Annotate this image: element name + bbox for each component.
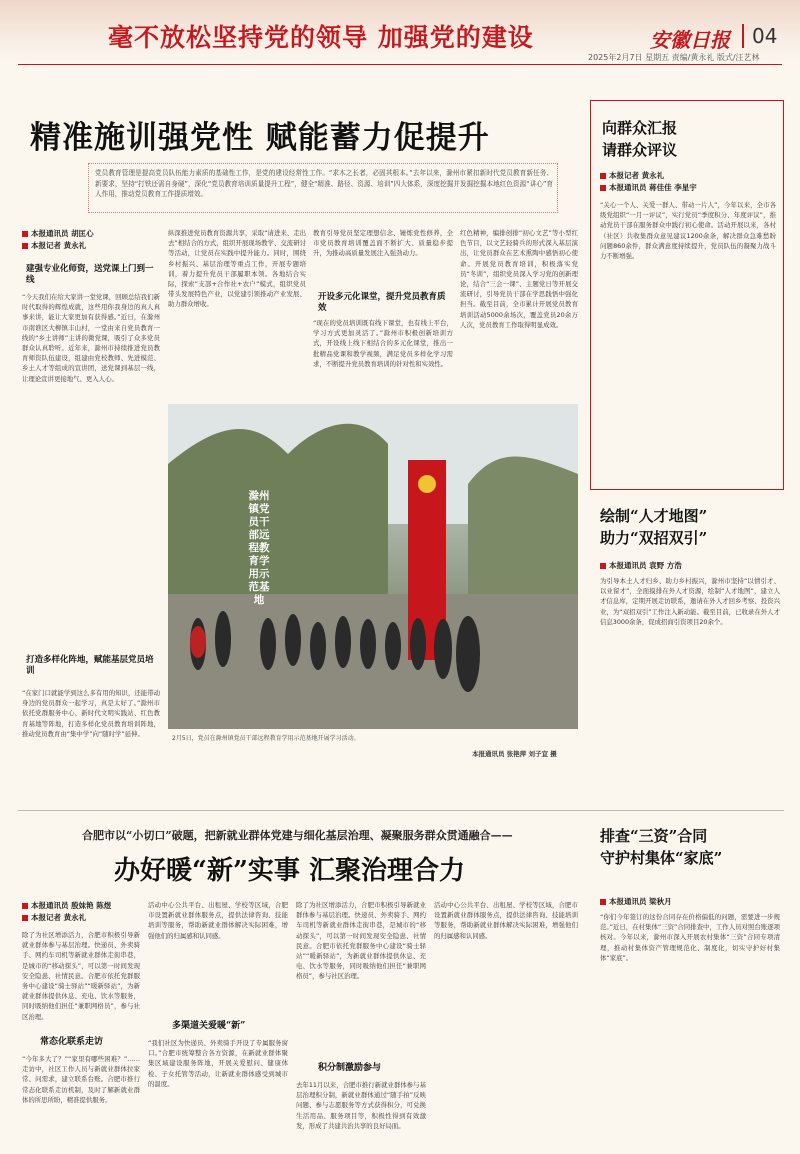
square-bullet-icon: [22, 915, 28, 921]
bottom-kicker: 合肥市以“小切口”破题，把新就业群体党建与细化基层治理、凝聚服务群众贯通融合——: [82, 829, 513, 842]
side2-headline-2: 助力“双招双引”: [600, 529, 708, 547]
bottom-byline-2: 本报记者 黄永礼: [22, 912, 86, 923]
subhead-2: 打造多样化阵地，赋能基层党员培训: [26, 655, 154, 676]
side1-text: “关心一个人、关爱一群人、带动一片人”，今年以来，全市各级党组织“一月一评议”，实行党员“季度积分、年度评议”，推动党员干部在服务群众中践行初心使命。活动开展以来，各村（社区）共收集群众意见建议1200余条，解决群众急难愁盼问题860余件，群众满意度持续提升，党员队伍的凝聚力战斗力不断增强。: [600, 201, 776, 261]
col4-text: 红色精神，编排创排“初心文艺”等小型红色节目，以文艺轻骑兵的形式深入基层演出，让党员群众在艺术熏陶中感悟初心使命。开展党员教育培训，积极落实党员“冬训”，组织党员深入学习党的创新理论，结合“三会一课”、主题党日等开展交流研讨，引导党员干部在学思践悟中强化担当。截至目前，全市累计开展党员教育培训活动5000余场次，覆盖党员20余万人次，党员教育工作取得明显成效。: [460, 229, 578, 329]
photo-caption: 2月5日，党员在滁州镇党员干部远程教育学用示范基地开展学习活动。: [172, 735, 360, 742]
bottom-subhead-3: 积分制激励参与: [318, 1063, 382, 1073]
section-divider: [18, 810, 784, 811]
bottom-subhead-2: 多渠道关爱暖“新”: [172, 1021, 246, 1031]
side1-byline-2: 本报通讯员 蒋佳佳 李星宇: [600, 182, 697, 193]
subhead-3: 开设多元化课堂，提升党员教育质效: [318, 292, 446, 313]
bottom-headline: 办好暖“新”实事 汇聚治理合力: [114, 856, 465, 886]
square-bullet-icon: [600, 173, 606, 179]
masthead-logo: 安徽日报: [650, 28, 730, 52]
main-headline: 精准施训强党性 赋能蓄力促提升: [30, 120, 490, 156]
subhead-1: 建强专业化师资，送党课上门到一线: [26, 264, 154, 285]
col3-text-b: “现在的党员培训既有线下课堂，也有线上平台，学习方式更加灵活了。”滁州市积极创新培训方式，开设线上线下相结合的多元化课堂，推出一批精品党课和教学视频，满足党员多样化学习需求，不断提升党员教育培训的针对性和实效性。: [313, 319, 453, 368]
photo-scene: [168, 404, 578, 729]
photo-sign-text: 滁州镇党员干部远程教育学用示范基地: [248, 490, 270, 606]
masthead-divider: [742, 24, 744, 48]
bottom-text-5: 去年11月以来，合肥市推行新就业群体参与基层治理积分制，新就业群体通过“随手拍”反映问题、参与志愿服务等方式获得积分，可兑换生活用品、服务项目等，积极性得到有效激发，形成了共建共治共享的良好局面。: [296, 1081, 426, 1130]
header-rule: [18, 64, 782, 65]
banner-title: 毫不放松坚持党的领导 加强党的建设: [108, 23, 534, 52]
square-bullet-icon: [22, 243, 28, 249]
side3-byline: 本报通讯员 梁秋月: [600, 896, 672, 907]
col2-text: 纵深推进党员教育资源共享，采取“请进来、走出去”相结合的方式，组织开展现场教学、交流研讨等活动，让党员在实践中提升能力。同时，围绕乡村振兴、基层治理等重点工作，开展专题培训，着力提升党员干部履职本领。各地结合实际，探索“支部+合作社+农户”模式，组织党员带头发展特色产业，以党建引领推动产业发展、助力群众增收。: [168, 229, 306, 309]
side3-headline-1: 排查“三资”合同: [600, 827, 708, 845]
side2-text: 为引导本土人才归乡、助力乡村振兴，滁州市坚持“以情引才、以业留才”，全面摸排在外人才资源，绘制“人才地图”，建立人才信息库，定期开展走访联系，邀请在外人才回乡考察、投资兴业，为“双招双引”工作注入新动能。截至目前，已收录在外人才信息3000余条，促成招商引资项目20余个。: [600, 577, 780, 626]
bottom-text-4: “我们社区为快递员、外卖骑手开设了专属服务窗口。”合肥市统筹整合各方资源，在新就业群体聚集区域建设服务阵地，开展关爱慰问、健康体检、子女托管等活动，让新就业群体感受到城市的温度。: [148, 1039, 288, 1088]
side1-byline-1: 本报记者 黄永礼: [600, 170, 664, 181]
bottom-text-3: 活动中心公共平台、出租屋、学校等区域，合肥市设置新就业群体服务点，提供法律咨询、技能培训等服务，帮助新就业群体解决实际困难，增强他们的归属感和认同感。: [148, 901, 288, 940]
news-photo: [168, 404, 578, 729]
byline-2: 本报记者 黄永礼: [22, 240, 86, 251]
side1-headline-1: 向群众汇报: [602, 119, 678, 137]
bottom-subhead-1: 常态化联系走访: [40, 1037, 104, 1047]
lead-text: 党员教育管理是提高党员队伍能力素质的基础性工作，是党的建设经常性工作。“求木之长者，必固其根本。”去年以来，滁州市紧扣新时代党员教育新任务、新要求，坚持“打铁还需自身硬”，深化“党员教育培训质量提升工程”，健全“精准、路径、资源、培训”四大体系，深度挖掘并发掘挖掘本地红色资源“讲心”育人作用，推动党员教育工作提质增效。: [95, 169, 553, 198]
bottom-text-6: 活动中心公共平台、出租屋、学校等区域，合肥市设置新就业群体服务点，提供法律咨询、技能培训等服务，帮助新就业群体解决实际困难，增强他们的归属感和认同感。: [434, 901, 578, 940]
square-bullet-icon: [600, 563, 606, 569]
bottom-byline-1: 本报通讯员 殷妹艳 陈煜: [22, 900, 111, 911]
byline-1: 本报通讯员 胡匡心: [22, 228, 94, 239]
side2-byline: 本报通讯员 袁野 方浩: [600, 560, 682, 571]
side3-headline-2: 守护村集体“家底”: [600, 849, 723, 867]
side2-headline-1: 绘制“人才地图”: [600, 507, 708, 525]
bottom-text-5a: 除了为社区增添活力，合肥市积极引导新就业群体参与基层治理。快递员、外卖骑手、网约车司机等新就业群体走街串巷，是城市的“移动探头”，可以第一时间发现安全隐患、社情民意。合肥市依托党群服务中心建设“骑士驿站”“暖新驿站”，为新就业群体提供休息、充电、饮水等服务，同时吸纳他们担任“兼职网格员”，参与社区治理。: [296, 901, 426, 981]
col1-text: “今天我们在给大家讲一堂党课，回顾总结我们新时代取得的辉煌成就，这些用你我身边的真人真事来讲，能让大家更加有获得感。”近日，在滁州市南谯区大柳镇丰山村，一堂由来自党员教育一线的“乡土讲师”主讲的微党课，吸引了众多党员群众认真聆听。近年来，滁州市持续推进党员教育师资队伍建设，组建由党校教师、先进模范、乡土人才等组成的宣讲团，送党课到基层一线，让理论宣讲更接地气、更入人心。: [22, 293, 160, 383]
col1-text-b: “在家门口就能学到这么多有用的知识，还能带动身边的党员群众一起学习，真是太好了。”滁州市依托党群服务中心、新时代文明实践站、红色教育基地等阵地，打造多样化党员教育培训阵地，推动党员教育由“集中学”向“随时学”延伸。: [22, 689, 160, 738]
square-bullet-icon: [22, 903, 28, 909]
square-bullet-icon: [600, 185, 606, 191]
bottom-text-2: “今年多大了？”“家里有哪些困难？”……走访中，社区工作人员与新就业群体拉家常、问需求，建立联系台账。合肥市推行常态化联系走访机制，及时了解新就业群体的所思所盼，精准提供服务。: [22, 1055, 140, 1104]
col3-text: 教育引导党员坚定理想信念、锤炼党性修养，全市党员教育培训覆盖面不断扩大、质量稳步提升，为推动高质量发展注入强劲动力。: [313, 229, 453, 258]
photo-credit: 本报通讯员 张艳萍 刘子宜 摄: [472, 750, 557, 758]
square-bullet-icon: [600, 899, 606, 905]
square-bullet-icon: [22, 231, 28, 237]
date-line: 2025年2月7日 星期五 责编/黄永礼 版式/汪艺林: [588, 53, 760, 62]
bottom-text-1: 除了为社区增添活力，合肥市积极引导新就业群体参与基层治理。快递员、外卖骑手、网约车司机等新就业群体走街串巷，是城市的“移动探头”，可以第一时间发现安全隐患、社情民意。合肥市依托党群服务中心建设“骑士驿站”“暖新驿站”，为新就业群体提供休息、充电、饮水等服务，同时吸纳他们担任“兼职网格员”，参与社区治理。: [22, 931, 140, 1021]
side1-headline-2: 请群众评议: [602, 141, 678, 159]
page-number: 04: [752, 24, 778, 48]
side3-text: “你们今年签订的这份合同存在价格偏低的问题，需要进一步规范。”近日，在村集体“三资”合同排查中，工作人员对照台账逐项核对。今年以来，滁州市深入开展农村集体“三资”合同专项清理，推动村集体资产管理规范化、制度化，切实守护好村集体“家底”。: [600, 913, 780, 962]
